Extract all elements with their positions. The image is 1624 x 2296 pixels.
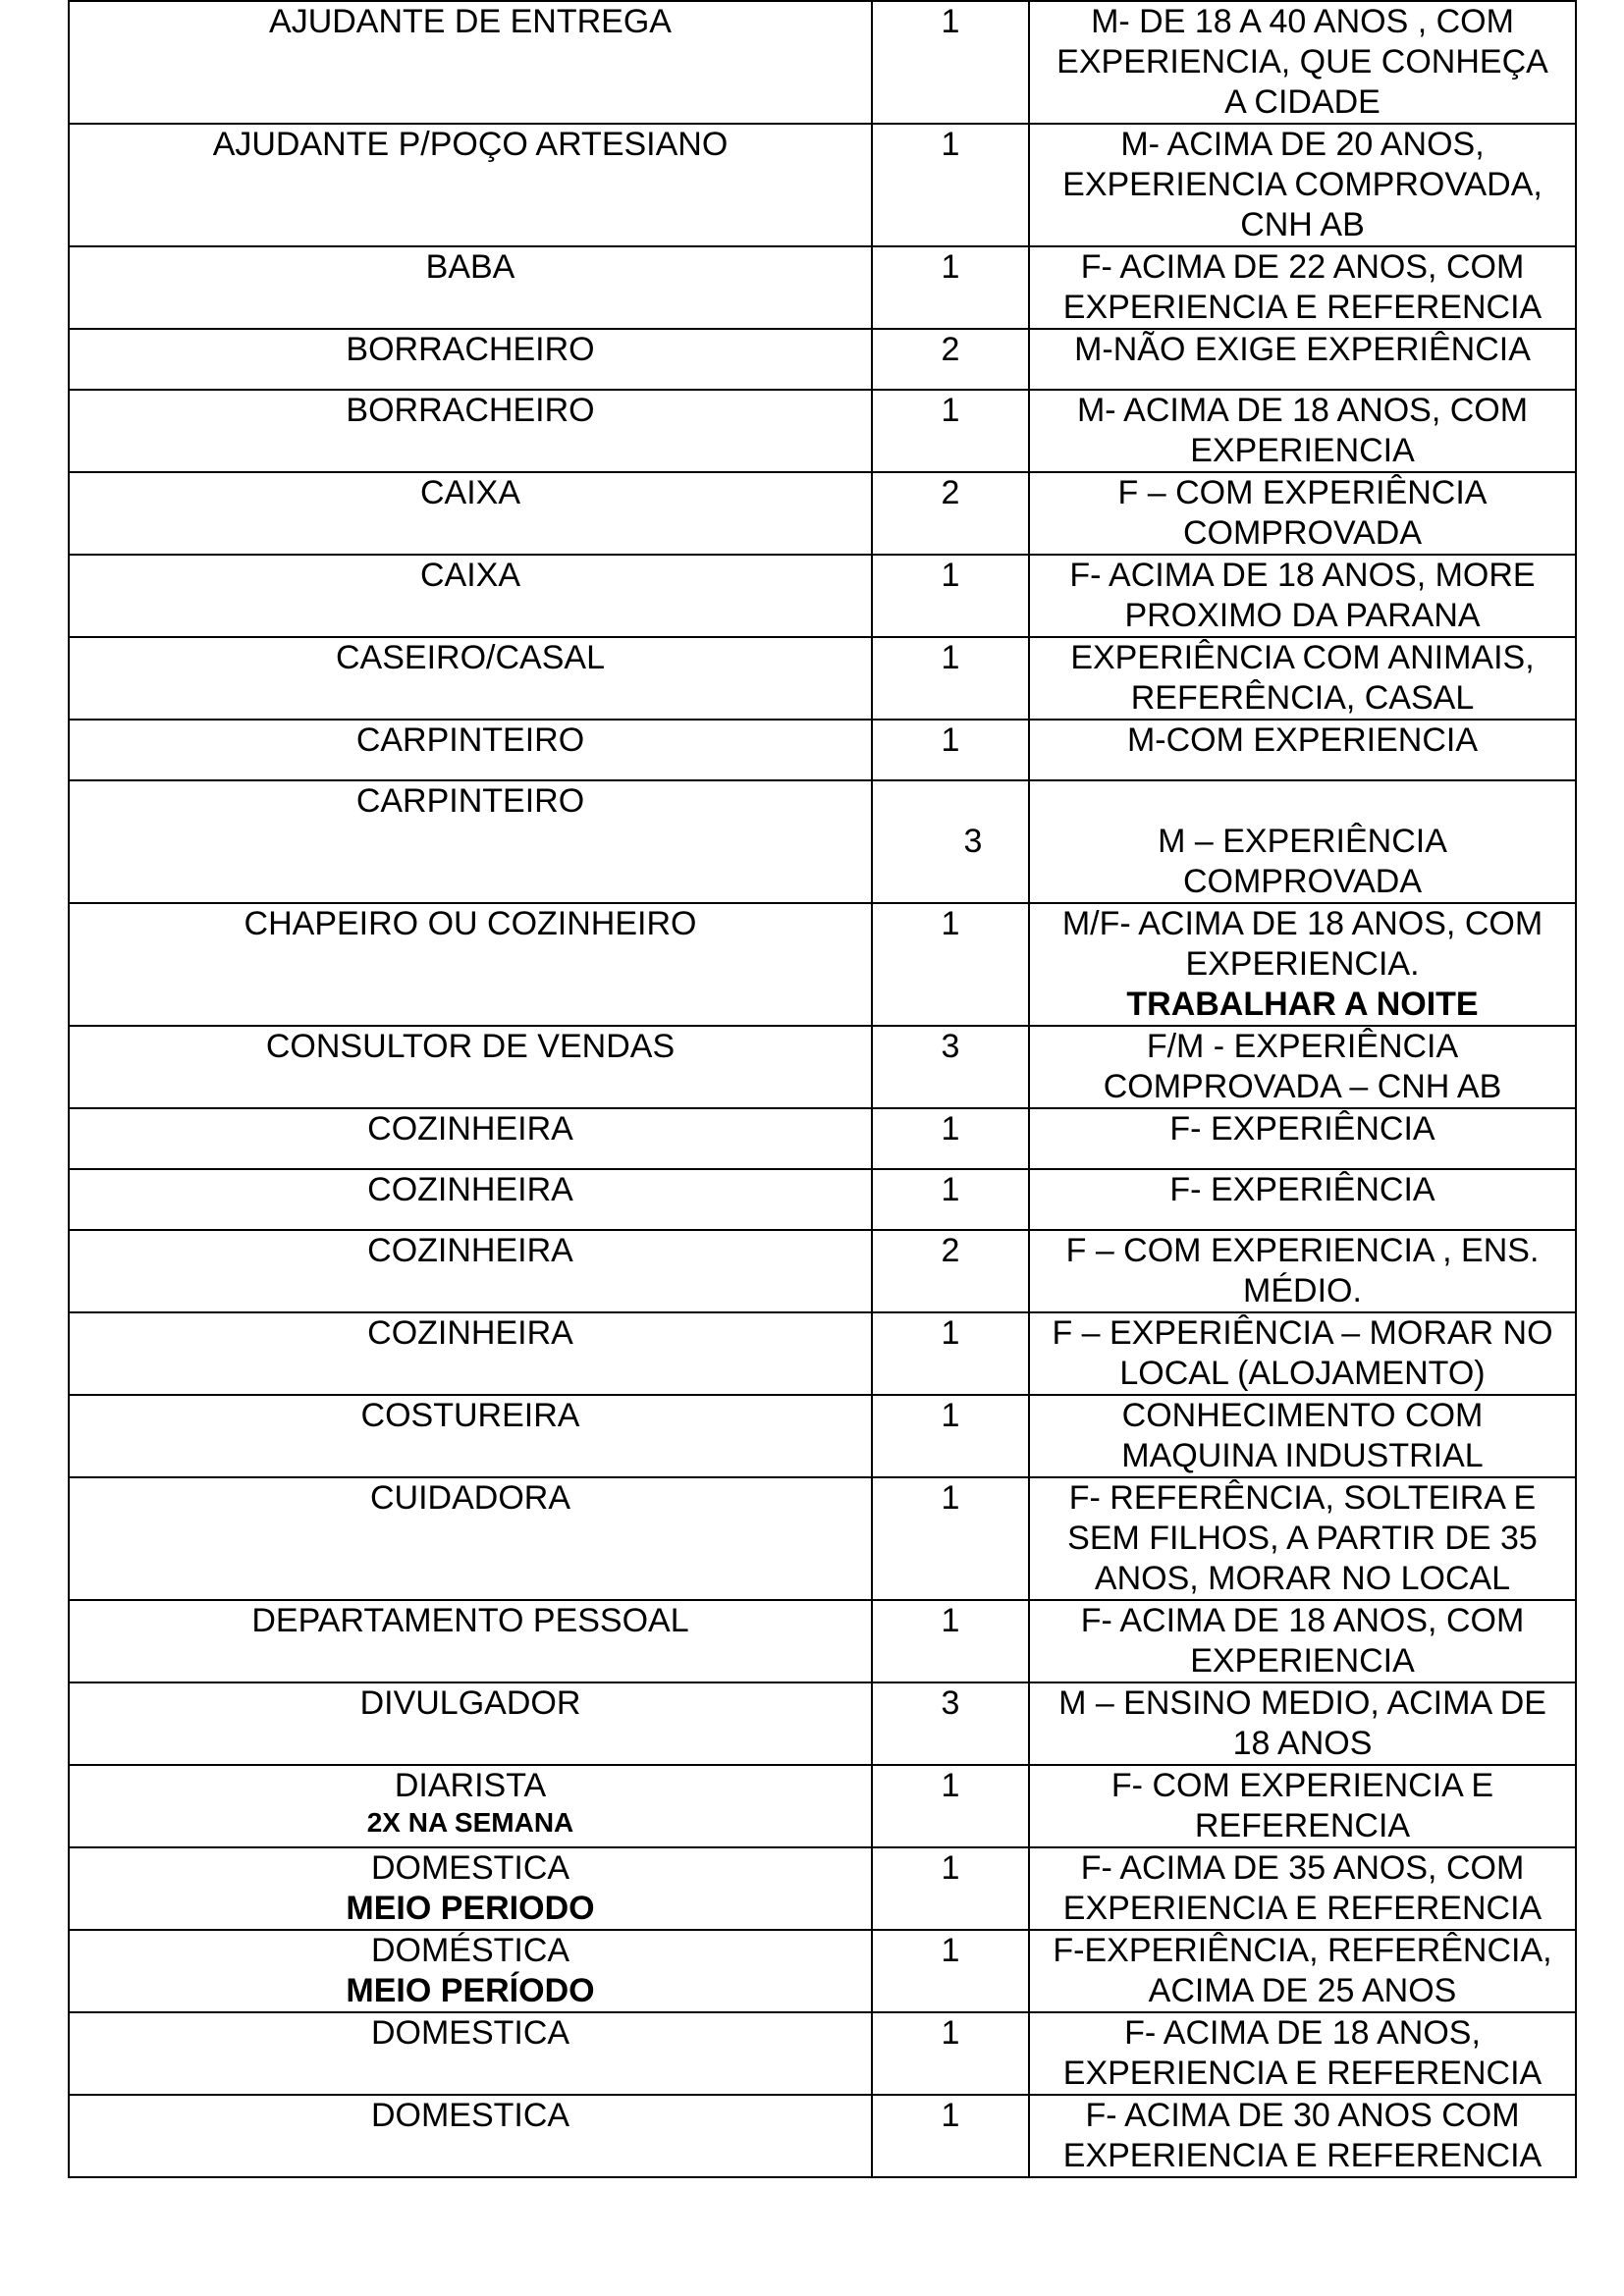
table-row xyxy=(69,1026,1576,1108)
table-row xyxy=(69,1477,1576,1600)
table-row xyxy=(69,1230,1576,1312)
vacancy-count: 1 xyxy=(872,2012,1029,2095)
vacancy-count: 1 xyxy=(872,1,1029,124)
requirements: F- ACIMA DE 22 ANOS, COM EXPERIENCIA E REFERENCIA xyxy=(1029,246,1576,329)
table-row xyxy=(69,472,1576,555)
vacancy-count: 1 xyxy=(872,2095,1029,2177)
vacancy-count: 1 xyxy=(872,1477,1029,1600)
table-row xyxy=(69,1847,1576,1930)
vacancy-count: 1 xyxy=(872,1765,1029,1847)
requirements: F- ACIMA DE 18 ANOS, COM EXPERIENCIA xyxy=(1029,1600,1576,1682)
job-title: BABA xyxy=(69,246,872,329)
requirements: CONHECIMENTO COM MAQUINA INDUSTRIAL xyxy=(1029,1395,1576,1477)
table-row xyxy=(69,1312,1576,1395)
vacancy-count: 1 xyxy=(872,555,1029,637)
vacancy-count: 1 xyxy=(872,124,1029,246)
vacancy-count: 2 xyxy=(872,1230,1029,1312)
job-title: CHAPEIRO OU COZINHEIRO xyxy=(69,903,872,1026)
table-row xyxy=(69,1600,1576,1682)
requirements: M-COM EXPERIENCIA xyxy=(1029,720,1576,780)
table-row xyxy=(69,720,1576,780)
vacancy-count: 1 xyxy=(872,1395,1029,1477)
requirements: F/M - EXPERIÊNCIA COMPROVADA – CNH AB xyxy=(1029,1026,1576,1108)
job-title: CASEIRO/CASAL xyxy=(69,637,872,720)
job-title: DOMÉSTICA MEIO PERÍODO xyxy=(69,1930,872,2012)
requirements: F – COM EXPERIÊNCIA COMPROVADA xyxy=(1029,472,1576,555)
table-row xyxy=(69,1930,1576,2012)
vacancy-count: 1 xyxy=(872,1312,1029,1395)
requirements: M- ACIMA DE 20 ANOS, EXPERIENCIA COMPROVADA, CNH AB xyxy=(1029,124,1576,246)
table-row xyxy=(69,903,1576,1026)
vacancy-count: 1 xyxy=(872,637,1029,720)
vacancy-count: 1 xyxy=(872,1847,1029,1930)
requirements: F – COM EXPERIENCIA , ENS. MÉDIO. xyxy=(1029,1230,1576,1312)
night-work-note: TRABALHAR A NOITE xyxy=(1126,986,1479,1023)
requirements: F-EXPERIÊNCIA, REFERÊNCIA, ACIMA DE 25 ANOS xyxy=(1029,1930,1576,2012)
requirements: M- ACIMA DE 18 ANOS, COM EXPERIENCIA xyxy=(1029,390,1576,472)
job-title: COZINHEIRA xyxy=(69,1312,872,1395)
table-row xyxy=(69,1169,1576,1230)
schedule-note: 2X NA SEMANA xyxy=(366,1807,574,1838)
vacancy-count: 1 xyxy=(872,1169,1029,1230)
vacancy-count: 1 xyxy=(872,903,1029,1026)
job-title: COZINHEIRA xyxy=(69,1108,872,1169)
requirements: M- DE 18 A 40 ANOS , COM EXPERIENCIA, QUE CONHEÇA A CIDADE xyxy=(1029,1,1576,124)
job-title: BORRACHEIRO xyxy=(69,390,872,472)
vacancy-count: 3 xyxy=(872,780,1029,903)
job-title: DEPARTAMENTO PESSOAL xyxy=(69,1600,872,1682)
requirements: F- ACIMA DE 18 ANOS, EXPERIENCIA E REFERENCIA xyxy=(1029,2012,1576,2095)
job-title: CAIXA xyxy=(69,472,872,555)
vacancy-count: 1 xyxy=(872,1930,1029,2012)
job-title: DOMESTICA MEIO PERIODO xyxy=(69,1847,872,1930)
job-title: COSTUREIRA xyxy=(69,1395,872,1477)
job-title: AJUDANTE P/POÇO ARTESIANO xyxy=(69,124,872,246)
vacancy-count: 3 xyxy=(872,1026,1029,1108)
requirements: EXPERIÊNCIA COM ANIMAIS, REFERÊNCIA, CASAL xyxy=(1029,637,1576,720)
job-vacancies-table xyxy=(68,0,1577,2178)
table-row xyxy=(69,2095,1576,2177)
vacancy-count: 2 xyxy=(872,329,1029,390)
job-title: AJUDANTE DE ENTREGA xyxy=(69,1,872,124)
table-row xyxy=(69,329,1576,390)
table-row xyxy=(69,1108,1576,1169)
schedule-note: MEIO PERIODO xyxy=(346,1890,595,1927)
job-title: COZINHEIRA xyxy=(69,1230,872,1312)
table-row xyxy=(69,780,1576,903)
requirements: F- ACIMA DE 30 ANOS COM EXPERIENCIA E REFERENCIA xyxy=(1029,2095,1576,2177)
job-title: CARPINTEIRO xyxy=(69,720,872,780)
table-row xyxy=(69,1,1576,124)
requirements: F- EXPERIÊNCIA xyxy=(1029,1108,1576,1169)
vacancy-count: 1 xyxy=(872,1600,1029,1682)
job-title: DOMESTICA xyxy=(69,2012,872,2095)
vacancy-count: 3 xyxy=(872,1682,1029,1765)
vacancy-count: 1 xyxy=(872,1108,1029,1169)
vacancy-count: 2 xyxy=(872,472,1029,555)
table-row xyxy=(69,246,1576,329)
job-title: BORRACHEIRO xyxy=(69,329,872,390)
table-row xyxy=(69,1682,1576,1765)
requirements: F- ACIMA DE 35 ANOS, COM EXPERIENCIA E REFERENCIA xyxy=(1029,1847,1576,1930)
job-title: DIARISTA 2X NA SEMANA xyxy=(69,1765,872,1847)
requirements: M – EXPERIÊNCIA COMPROVADA xyxy=(1029,780,1576,903)
job-title: CONSULTOR DE VENDAS xyxy=(69,1026,872,1108)
vacancy-count: 1 xyxy=(872,246,1029,329)
vacancy-count: 1 xyxy=(872,390,1029,472)
requirements: M-NÃO EXIGE EXPERIÊNCIA xyxy=(1029,329,1576,390)
table-row xyxy=(69,1765,1576,1847)
table-row xyxy=(69,1395,1576,1477)
vacancy-count: 1 xyxy=(872,720,1029,780)
table-row xyxy=(69,2012,1576,2095)
schedule-note: MEIO PERÍODO xyxy=(346,1972,595,2009)
table-row xyxy=(69,637,1576,720)
requirements: F- ACIMA DE 18 ANOS, MORE PROXIMO DA PARANA xyxy=(1029,555,1576,637)
job-title: CARPINTEIRO xyxy=(69,780,872,903)
job-title: COZINHEIRA xyxy=(69,1169,872,1230)
requirements: F- COM EXPERIENCIA E REFERENCIA xyxy=(1029,1765,1576,1847)
job-title: CUIDADORA xyxy=(69,1477,872,1600)
job-title: CAIXA xyxy=(69,555,872,637)
table-row xyxy=(69,124,1576,246)
requirements: F – EXPERIÊNCIA – MORAR NO LOCAL (ALOJAMENTO) xyxy=(1029,1312,1576,1395)
table-row xyxy=(69,555,1576,637)
job-title: DOMESTICA xyxy=(69,2095,872,2177)
job-title: DIVULGADOR xyxy=(69,1682,872,1765)
requirements: M – ENSINO MEDIO, ACIMA DE 18 ANOS xyxy=(1029,1682,1576,1765)
requirements: M/F- ACIMA DE 18 ANOS, COM EXPERIENCIA. TRABALHAR A NOITE xyxy=(1029,903,1576,1026)
requirements: F- EXPERIÊNCIA xyxy=(1029,1169,1576,1230)
table-row xyxy=(69,390,1576,472)
requirements: F- REFERÊNCIA, SOLTEIRA E SEM FILHOS, A PARTIR DE 35 ANOS, MORAR NO LOCAL xyxy=(1029,1477,1576,1600)
